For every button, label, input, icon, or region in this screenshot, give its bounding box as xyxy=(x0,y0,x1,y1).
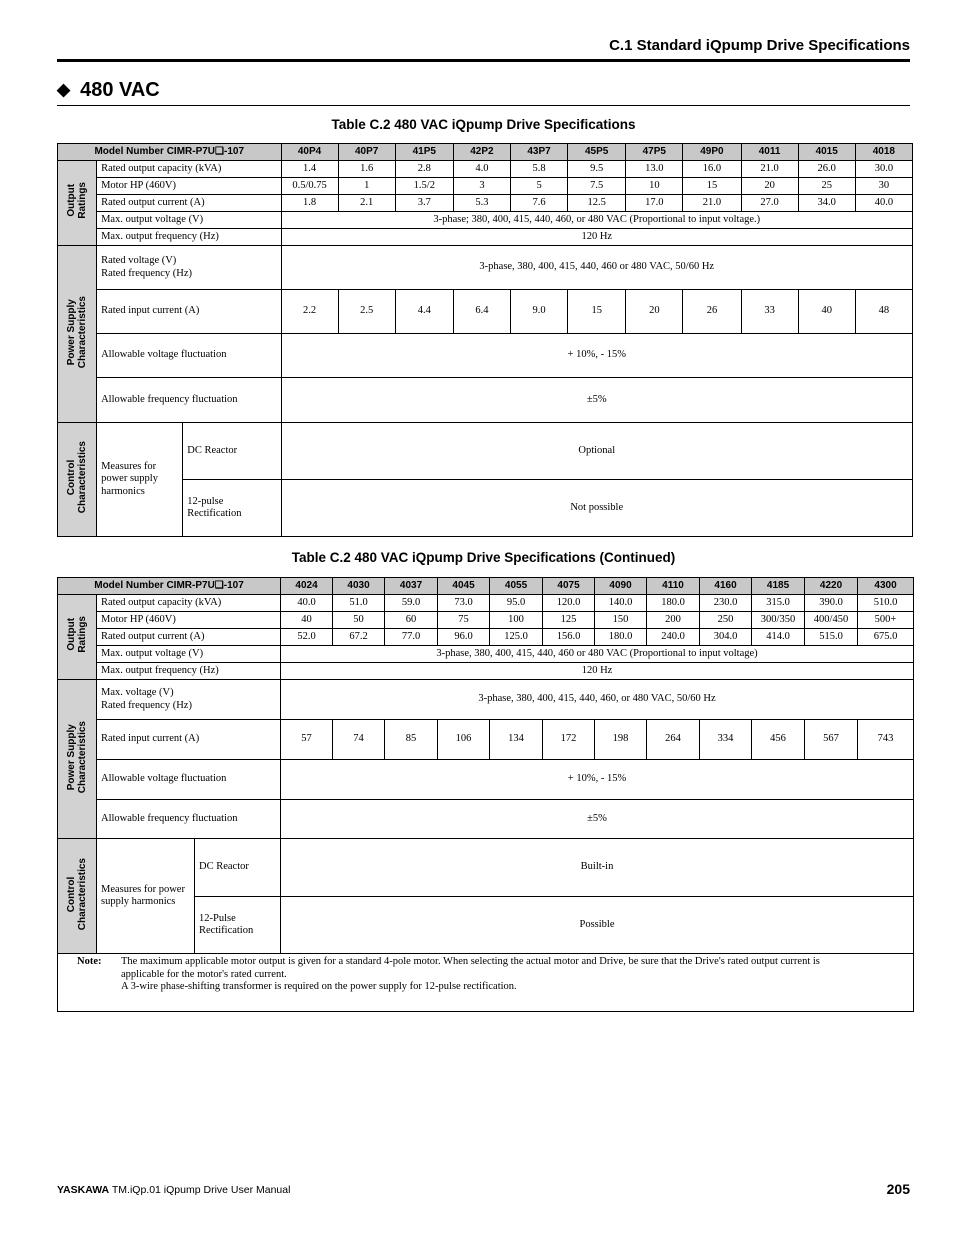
table-cell: 172 xyxy=(543,720,595,760)
table-cell: 390.0 xyxy=(805,595,858,612)
model-header: 4018 xyxy=(855,144,912,161)
table-cell: 510.0 xyxy=(858,595,914,612)
model-header: 4110 xyxy=(647,578,700,595)
model-header: 4024 xyxy=(281,578,333,595)
table-cell: 100 xyxy=(490,612,543,629)
spanning-cell: 3-phase, 380, 400, 415, 440, 460 or 480 VAC, 50/60 Hz xyxy=(281,246,913,290)
row-sublabel: 12-Pulse Rectification xyxy=(195,897,281,954)
table-cell: 4.4 xyxy=(395,290,453,334)
section-title: 480 VAC xyxy=(80,78,160,101)
spanning-cell: Possible xyxy=(281,897,914,954)
model-number-header: Model Number CIMR-P7U❑-107 xyxy=(58,578,281,595)
table-cell: 9.0 xyxy=(511,290,568,334)
row-sublabel: 12-pulse Rectification xyxy=(183,480,281,537)
table-cell: 27.0 xyxy=(741,195,798,212)
table-cell: 6.4 xyxy=(453,290,510,334)
spanning-cell: 3-phase, 380, 400, 415, 440, 460, or 480 VAC, 50/60 Hz xyxy=(281,680,914,720)
table-cell: 120.0 xyxy=(543,595,595,612)
table-cell: 67.2 xyxy=(333,629,385,646)
row-label: Max. output frequency (Hz) xyxy=(97,663,281,680)
table-cell: 5.8 xyxy=(511,161,568,178)
spanning-cell: ±5% xyxy=(281,378,913,423)
table-cell: 0.5/0.75 xyxy=(281,178,338,195)
row-sublabel: DC Reactor xyxy=(195,839,281,897)
table-cell: 198 xyxy=(595,720,647,760)
table-cell: 1.6 xyxy=(338,161,395,178)
table-cell: 40.0 xyxy=(855,195,912,212)
model-header: 4037 xyxy=(385,578,438,595)
table-cell: 16.0 xyxy=(683,161,741,178)
table-cell: 515.0 xyxy=(805,629,858,646)
table-cell: 40.0 xyxy=(281,595,333,612)
model-header: 4185 xyxy=(752,578,805,595)
table-cell: 1 xyxy=(338,178,395,195)
table-row xyxy=(58,663,914,680)
table-cell: 3 xyxy=(453,178,510,195)
section-heading xyxy=(57,78,160,102)
spec-table-2 xyxy=(57,577,914,1012)
table-cell: 500+ xyxy=(858,612,914,629)
model-header: 41P5 xyxy=(395,144,453,161)
table-cell: 5 xyxy=(511,178,568,195)
model-number-header: Model Number CIMR-P7U❑-107 xyxy=(58,144,282,161)
table-cell: 200 xyxy=(647,612,700,629)
table-row xyxy=(58,423,913,480)
table-cell: 30.0 xyxy=(855,161,912,178)
table-cell: 4.0 xyxy=(453,161,510,178)
model-header: 4220 xyxy=(805,578,858,595)
group-label-power-supply: Power Supply Characteristics xyxy=(58,680,97,839)
row-label: Allowable voltage fluctuation xyxy=(97,760,281,800)
model-header: 4160 xyxy=(700,578,752,595)
table-cell: 2.2 xyxy=(281,290,338,334)
note-body xyxy=(121,956,861,994)
table-row xyxy=(58,378,913,423)
table-cell: 156.0 xyxy=(543,629,595,646)
spanning-cell: Built-in xyxy=(281,839,914,897)
model-header: 4030 xyxy=(333,578,385,595)
table-cell: 230.0 xyxy=(700,595,752,612)
table-row xyxy=(58,480,913,537)
spanning-cell: Not possible xyxy=(281,480,913,537)
table-cell: 5.3 xyxy=(453,195,510,212)
table-cell: 13.0 xyxy=(626,161,683,178)
row-label: Measures for power supply harmonics xyxy=(97,839,195,954)
table-cell: 12.5 xyxy=(568,195,626,212)
table-header-row xyxy=(58,144,913,161)
table-cell: 10 xyxy=(626,178,683,195)
table-row xyxy=(58,720,914,760)
row-label: Motor HP (460V) xyxy=(97,612,281,629)
table-row xyxy=(58,680,914,720)
spanning-cell: Optional xyxy=(281,423,913,480)
table-row xyxy=(58,290,913,334)
table-cell: 21.0 xyxy=(683,195,741,212)
table-row xyxy=(58,839,914,897)
table-cell: 40 xyxy=(281,612,333,629)
table-row xyxy=(58,629,914,646)
page-number: 205 xyxy=(886,1181,910,1197)
table-cell: 1.5/2 xyxy=(395,178,453,195)
spanning-cell: + 10%, - 15% xyxy=(281,760,914,800)
diamond-bullet-icon: ◆ xyxy=(57,80,71,99)
table-cell: 52.0 xyxy=(281,629,333,646)
table-cell: 21.0 xyxy=(741,161,798,178)
table-cell: 51.0 xyxy=(333,595,385,612)
table-cell: 9.5 xyxy=(568,161,626,178)
table-cell: 125 xyxy=(543,612,595,629)
row-label: Rated input current (A) xyxy=(97,720,281,760)
running-header-title: C.1 Standard iQpump Drive Specifications xyxy=(609,37,910,54)
footer-manual-title xyxy=(57,1184,290,1196)
table-cell: 140.0 xyxy=(595,595,647,612)
table-cell: 743 xyxy=(858,720,914,760)
table-cell: 2.5 xyxy=(338,290,395,334)
spanning-cell: ±5% xyxy=(281,800,914,839)
table-cell: 74 xyxy=(333,720,385,760)
spanning-cell: 3-phase; 380, 400, 415, 440, 460, or 480 VAC (Proportional to input voltage.) xyxy=(281,212,913,229)
table-cell: 300/350 xyxy=(752,612,805,629)
table-cell: 304.0 xyxy=(700,629,752,646)
row-label: Max. output frequency (Hz) xyxy=(97,229,281,246)
table-cell: 48 xyxy=(855,290,912,334)
model-header: 4075 xyxy=(543,578,595,595)
group-label-output-ratings: Output Ratings xyxy=(58,161,97,246)
table-cell: 34.0 xyxy=(798,195,855,212)
row-sublabel: DC Reactor xyxy=(183,423,281,480)
spanning-cell: + 10%, - 15% xyxy=(281,334,913,378)
footer-manual-name: TM.iQp.01 iQpump Drive User Manual xyxy=(111,1184,291,1196)
row-label: Allowable frequency fluctuation xyxy=(97,800,281,839)
table-header-row xyxy=(58,578,914,595)
model-header: 4015 xyxy=(798,144,855,161)
table-cell: 95.0 xyxy=(490,595,543,612)
table-cell: 134 xyxy=(490,720,543,760)
table-cell: 15 xyxy=(683,178,741,195)
table-cell: 17.0 xyxy=(626,195,683,212)
table-cell: 15 xyxy=(568,290,626,334)
table-row xyxy=(58,195,913,212)
table-cell: 25 xyxy=(798,178,855,195)
footer-brand: YASKAWA xyxy=(57,1184,110,1196)
table-cell: 1.4 xyxy=(281,161,338,178)
table-row xyxy=(58,212,913,229)
note-line: The maximum applicable motor output is given for a standard 4-pole motor. When selecting the actual motor and Drive, be sure that the Drive's rated output current is applicable for the motor's rated current. xyxy=(121,956,820,980)
table-cell: 57 xyxy=(281,720,333,760)
table-cell: 400/450 xyxy=(805,612,858,629)
table-cell: 33 xyxy=(741,290,798,334)
row-label: Rated voltage (V) Rated frequency (Hz) xyxy=(97,246,281,290)
table-cell: 567 xyxy=(805,720,858,760)
header-rule xyxy=(57,59,910,62)
model-header: 42P2 xyxy=(453,144,510,161)
table-cell: 60 xyxy=(385,612,438,629)
model-header: 45P5 xyxy=(568,144,626,161)
row-label: Allowable voltage fluctuation xyxy=(97,334,281,378)
row-label: Rated output current (A) xyxy=(97,629,281,646)
table-cell: 2.1 xyxy=(338,195,395,212)
table-row xyxy=(58,246,913,290)
table-row xyxy=(58,334,913,378)
table-cell: 1.8 xyxy=(281,195,338,212)
model-header: 40P4 xyxy=(281,144,338,161)
table-cell: 40 xyxy=(798,290,855,334)
table-cell: 26.0 xyxy=(798,161,855,178)
model-header: 40P7 xyxy=(338,144,395,161)
section-rule xyxy=(57,105,910,106)
table-cell: 96.0 xyxy=(438,629,490,646)
row-label: Rated output current (A) xyxy=(97,195,281,212)
table-cell: 3.7 xyxy=(395,195,453,212)
table-cell: 2.8 xyxy=(395,161,453,178)
spanning-cell: 120 Hz xyxy=(281,229,913,246)
table-cell: 264 xyxy=(647,720,700,760)
table-cell: 20 xyxy=(626,290,683,334)
model-header: 43P7 xyxy=(511,144,568,161)
table-cell: 180.0 xyxy=(647,595,700,612)
table-row xyxy=(58,646,914,663)
table-row xyxy=(58,229,913,246)
row-label: Max. output voltage (V) xyxy=(97,212,281,229)
model-header: 4011 xyxy=(741,144,798,161)
table-cell: 85 xyxy=(385,720,438,760)
table-cell: 180.0 xyxy=(595,629,647,646)
table-cell: 675.0 xyxy=(858,629,914,646)
note-label: Note: xyxy=(77,956,102,967)
table-cell: 7.5 xyxy=(568,178,626,195)
table-cell: 26 xyxy=(683,290,741,334)
group-label-control: Control Characteristics xyxy=(58,839,97,954)
model-header: 4300 xyxy=(858,578,914,595)
row-label: Rated output capacity (kVA) xyxy=(97,161,281,178)
table-row xyxy=(58,760,914,800)
table-cell: 7.6 xyxy=(511,195,568,212)
table2-caption: Table C.2 480 VAC iQpump Drive Specifications (Continued) xyxy=(291,550,676,565)
table-row xyxy=(58,161,913,178)
table-cell: 315.0 xyxy=(752,595,805,612)
table-cell: 334 xyxy=(700,720,752,760)
model-header: 4090 xyxy=(595,578,647,595)
row-label: Motor HP (460V) xyxy=(97,178,281,195)
table-cell: 125.0 xyxy=(490,629,543,646)
row-label: Allowable frequency fluctuation xyxy=(97,378,281,423)
table-cell: 414.0 xyxy=(752,629,805,646)
table-cell: 75 xyxy=(438,612,490,629)
table-cell: 106 xyxy=(438,720,490,760)
model-header: 49P0 xyxy=(683,144,741,161)
row-label: Rated output capacity (kVA) xyxy=(97,595,281,612)
table-row xyxy=(58,612,914,629)
table-cell: 59.0 xyxy=(385,595,438,612)
row-label: Measures for power supply harmonics xyxy=(97,423,183,537)
table1-caption: Table C.2 480 VAC iQpump Drive Specifications xyxy=(331,117,636,132)
spanning-cell: 120 Hz xyxy=(281,663,914,680)
table-cell: 73.0 xyxy=(438,595,490,612)
row-label: Max. output voltage (V) xyxy=(97,646,281,663)
table-cell: 77.0 xyxy=(385,629,438,646)
group-label-output-ratings: Output Ratings xyxy=(58,595,97,680)
table-cell: 30 xyxy=(855,178,912,195)
table-cell: 20 xyxy=(741,178,798,195)
spec-table-1 xyxy=(57,143,913,537)
group-label-control: Control Characteristics xyxy=(58,423,97,537)
spanning-cell: 3-phase, 380, 400, 415, 440, 460 or 480 VAC (Proportional to input voltage) xyxy=(281,646,914,663)
table-cell: 250 xyxy=(700,612,752,629)
table-row xyxy=(58,595,914,612)
group-label-power-supply: Power Supply Characteristics xyxy=(58,246,97,423)
table-cell: 456 xyxy=(752,720,805,760)
row-label: Max. voltage (V) Rated frequency (Hz) xyxy=(97,680,281,720)
note-line: A 3-wire phase-shifting transformer is required on the power supply for 12-pulse rectification. xyxy=(121,981,517,992)
table-cell: 50 xyxy=(333,612,385,629)
row-label: Rated input current (A) xyxy=(97,290,281,334)
table-row xyxy=(58,178,913,195)
model-header: 4055 xyxy=(490,578,543,595)
model-header: 47P5 xyxy=(626,144,683,161)
table-row xyxy=(58,800,914,839)
table-cell: 150 xyxy=(595,612,647,629)
model-header: 4045 xyxy=(438,578,490,595)
table-cell: 240.0 xyxy=(647,629,700,646)
